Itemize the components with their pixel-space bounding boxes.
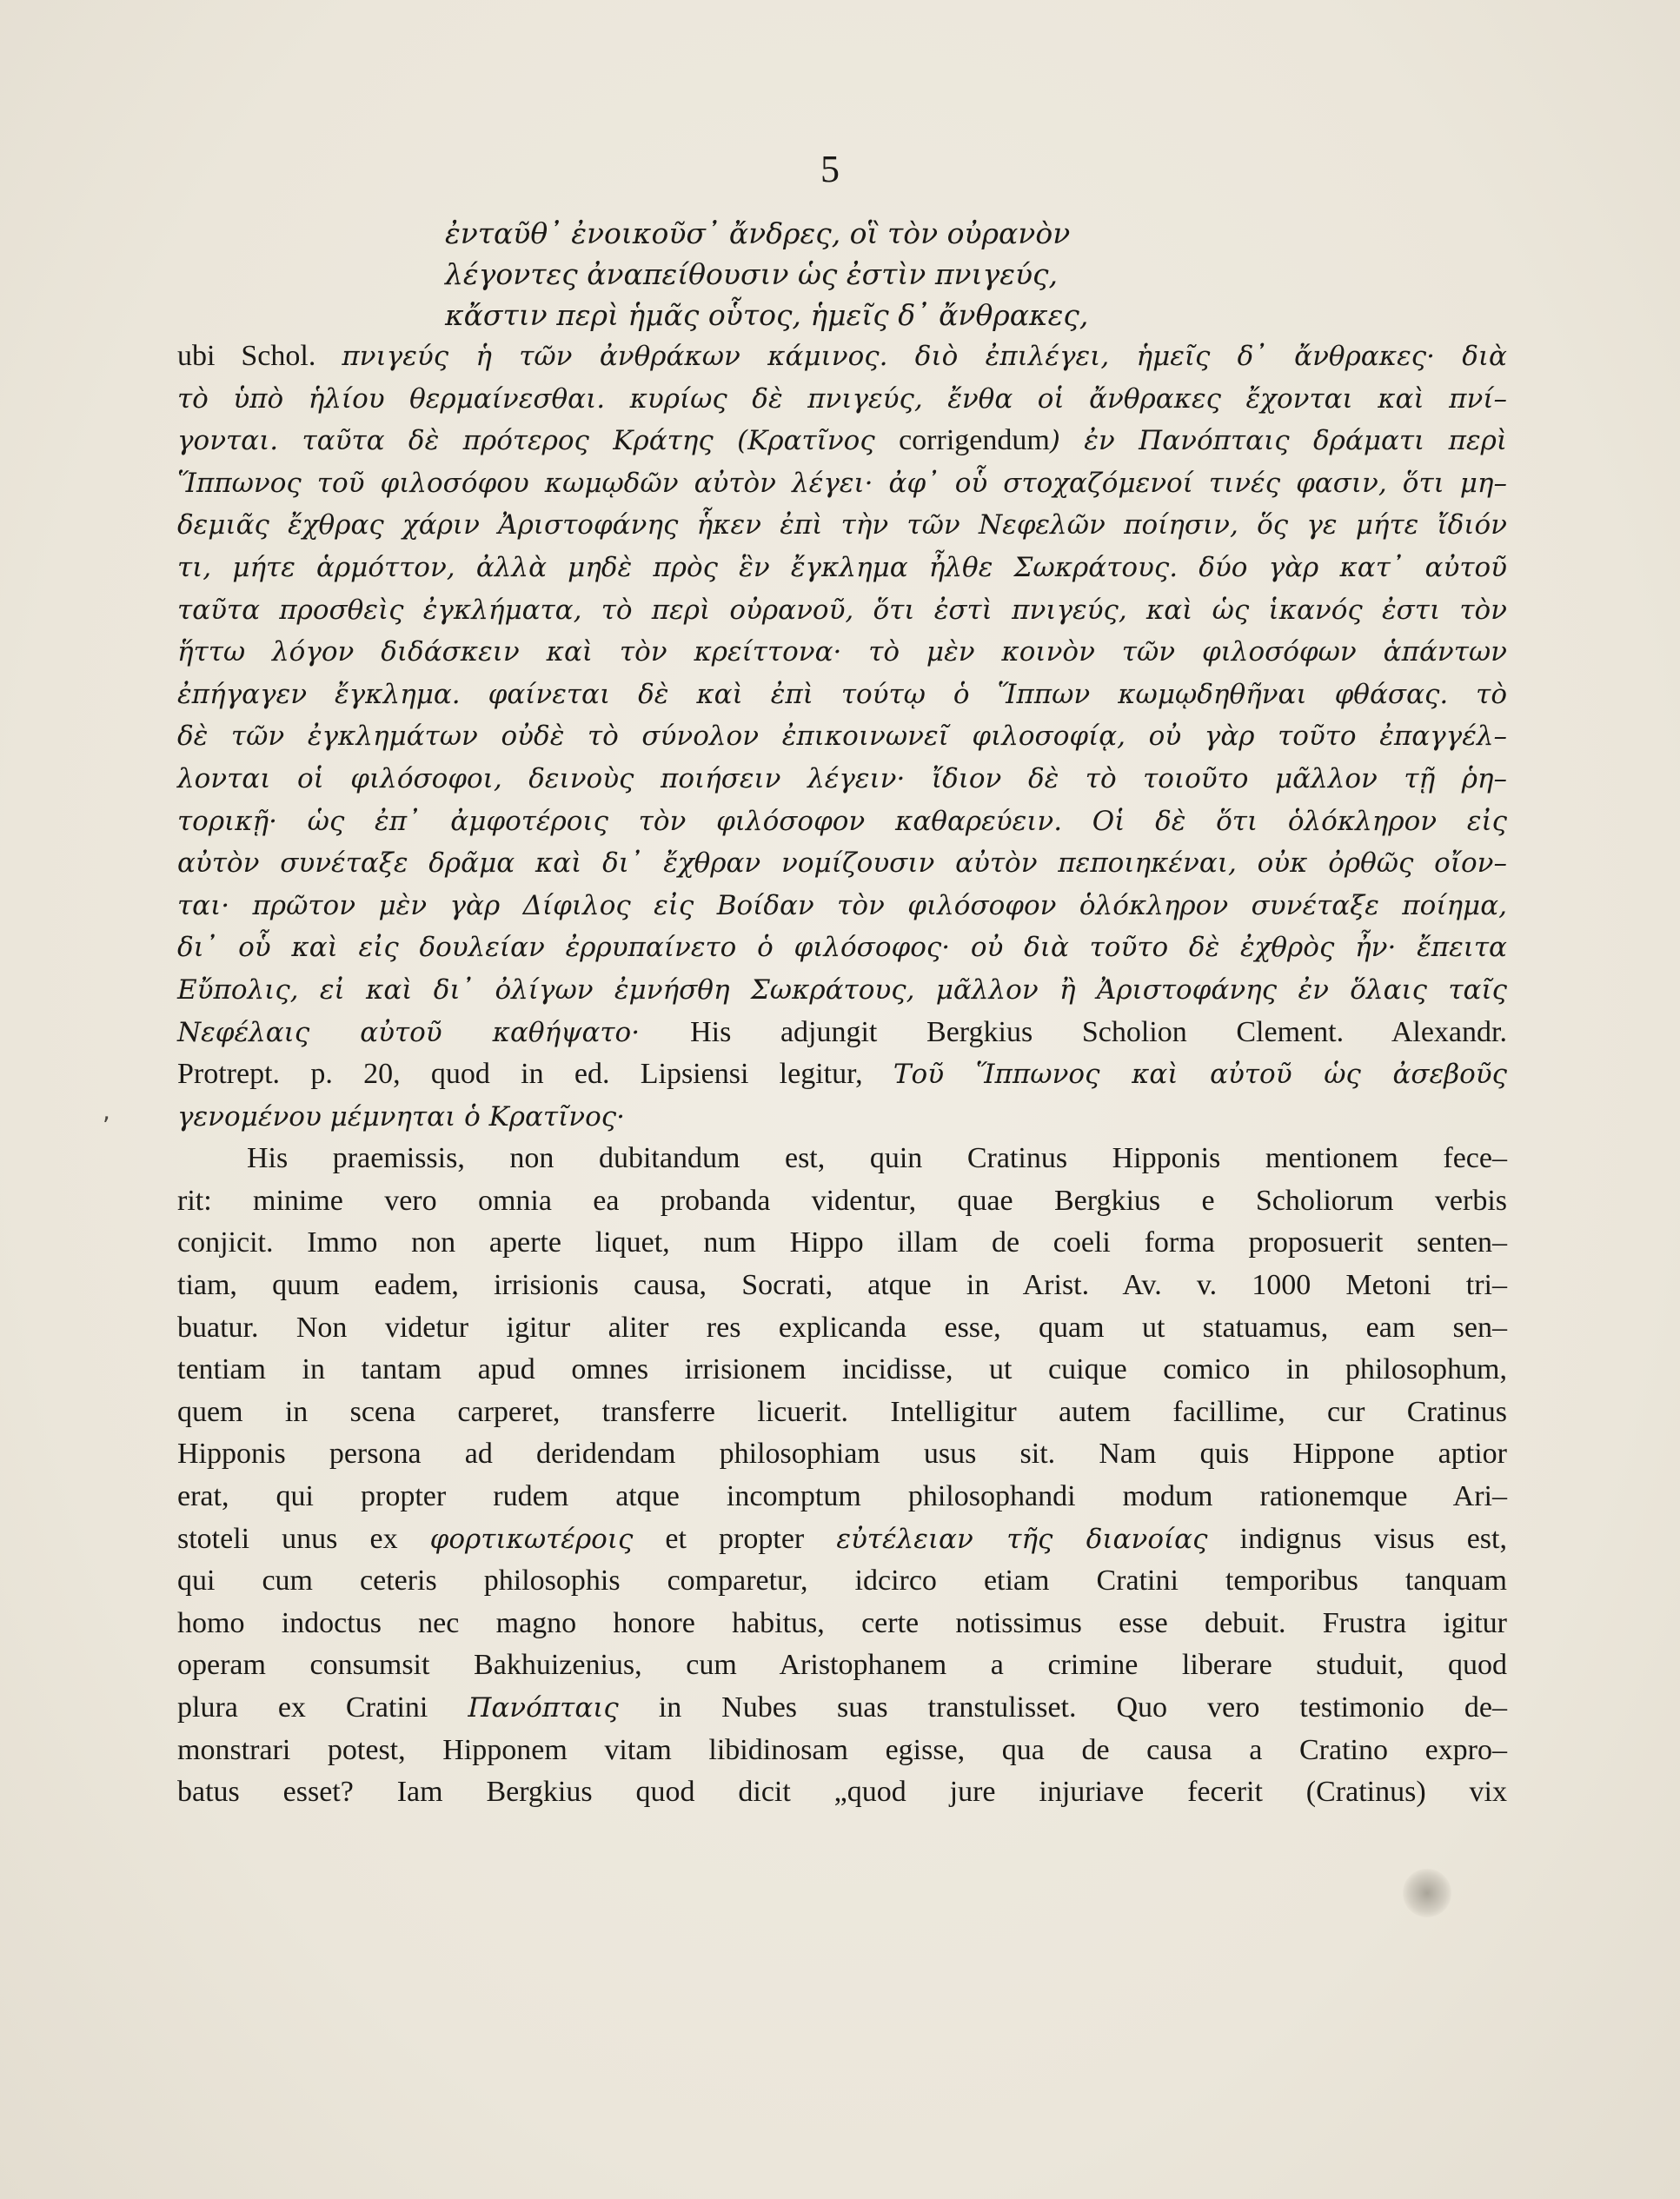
greek-text: Τοῦ Ἵππωνος καὶ αὐτοῦ ὡς ἀσεβοῦς bbox=[893, 1059, 1507, 1091]
greek-text: ταῦτα προσθεὶς ἐγκλήματα, τὸ περὶ οὐρανοῦ, ὅτι ἐστὶ πνιγεύς, καὶ ὡς ἱκανός ἐστι τὸν bbox=[177, 594, 1507, 626]
text-line bbox=[177, 1560, 1507, 1603]
latin-text: indignus visus est, bbox=[1207, 1522, 1507, 1555]
latin-text: quem in scena carperet, transferre licuerit. Intelligitur autem facillime, cur Cratinus bbox=[177, 1395, 1507, 1428]
text-line bbox=[177, 1518, 1507, 1561]
greek-text: δεμιᾶς ἔχθρας χάριν Ἀριστοφάνης ἧκεν ἐπὶ τὴν τῶν Νεφελῶν ποίησιν, ὅς γε μήτε ἴδιόν bbox=[177, 509, 1507, 541]
text-line bbox=[177, 420, 1507, 462]
text-line bbox=[177, 1687, 1507, 1730]
greek-text: λονται οἱ φιλόσοφοι, δεινοὺς ποιήσειν λέγειν· ἴδιον δὲ τὸ τοιοῦτο μᾶλλον τῇ ῥη– bbox=[177, 762, 1507, 794]
text-line bbox=[177, 969, 1507, 1012]
text-line bbox=[177, 842, 1507, 885]
latin-text: conjicit. Immo non aperte liquet, num Hippo illam de coeli forma proposuerit senten– bbox=[177, 1226, 1507, 1259]
text-line bbox=[177, 758, 1507, 801]
ink-smudge bbox=[1403, 1869, 1451, 1917]
text-line bbox=[177, 1307, 1507, 1350]
latin-text: erat, qui propter rudem atque incomptum philosophandi modum rationemque Ari– bbox=[177, 1480, 1507, 1513]
text-line bbox=[177, 378, 1507, 421]
latin-text: operam consumsit Bakhuizenius, cum Aristophanem a crimine liberare studuit, quod bbox=[177, 1649, 1507, 1682]
greek-text: πνιγεύς ἡ τῶν ἀνθράκων κάμινος. διὸ ἐπιλέγει, ἡμεῖς δ᾽ ἄνθρακες· διὰ bbox=[342, 341, 1507, 372]
latin-text: corrigendum bbox=[899, 424, 1050, 457]
text-line bbox=[177, 1138, 1507, 1180]
verse-quotation bbox=[445, 213, 1531, 335]
latin-text: monstrari potest, Hipponem vitam libidinosam egisse, qua de causa a Cratino expro– bbox=[177, 1733, 1507, 1766]
latin-text: buatur. Non videtur igitur aliter res explicanda esse, quam ut statuamus, eam sen– bbox=[177, 1311, 1507, 1344]
greek-text: Πανόπταις bbox=[468, 1692, 619, 1724]
text-line bbox=[177, 547, 1507, 589]
latin-text: Hipponis persona ad deridendam philosophiam usus sit. Nam quis Hippone aptior bbox=[177, 1438, 1507, 1471]
latin-text: et propter bbox=[633, 1522, 837, 1555]
greek-text: δι᾽ οὗ καὶ εἰς δουλείαν ἐρρυπαίνετο ὁ φιλόσοφος· οὐ διὰ τοῦτο δὲ ἐχθρὸς ἦν· ἔπειτα bbox=[177, 932, 1507, 964]
text-line bbox=[177, 1012, 1507, 1054]
verse-line: κἄστιν περὶ ἡμᾶς οὗτος, ἡμεῖς δ᾽ ἄνθρακες, bbox=[445, 298, 1089, 332]
latin-text: batus esset? Iam Bergkius quod dicit „quod jure injuriave fecerit (Cratinus) vix bbox=[177, 1776, 1507, 1809]
greek-text: Εὔπολις, εἰ καὶ δι᾽ ὀλίγων ἐμνήσθη Σωκράτους, μᾶλλον ἢ Ἀριστοφάνης ἐν ὅλαις ταῖς bbox=[177, 973, 1507, 1006]
latin-text: rit: minime vero omnia ea probanda videntur, quae Bergkius e Scholiorum verbis bbox=[177, 1184, 1507, 1217]
greek-text: γενομένου μέμνηται ὁ Κρατῖνος· bbox=[177, 1100, 625, 1133]
text-line bbox=[177, 1265, 1507, 1307]
latin-text: ubi Schol. bbox=[177, 340, 342, 372]
margin-mark: , bbox=[103, 1097, 110, 1126]
latin-text: plura ex Cratini bbox=[177, 1691, 468, 1724]
greek-text: ἥττω λόγον διδάσκειν καὶ τὸν κρείττονα· τὸ μὲν κοινὸν τῶν φιλοσόφων ἁπάντων bbox=[177, 636, 1507, 668]
text-line bbox=[177, 1433, 1507, 1476]
text-line bbox=[177, 335, 1507, 378]
latin-text: in Nubes suas transtulisset. Quo vero testimonio de– bbox=[618, 1691, 1507, 1724]
greek-text: ) ἐν Πανόπταις δράματι περὶ bbox=[1049, 425, 1507, 457]
text-line bbox=[177, 1476, 1507, 1518]
text-line bbox=[177, 631, 1507, 674]
greek-text: φορτικωτέροις bbox=[429, 1523, 634, 1555]
body-text bbox=[177, 335, 1507, 1814]
text-line bbox=[177, 927, 1507, 969]
text-line bbox=[177, 674, 1507, 716]
latin-text: qui cum ceteris philosophis comparetur, idcirco etiam Cratini temporibus tanquam bbox=[177, 1565, 1507, 1598]
greek-text: δὲ τῶν ἐγκλημάτων οὐδὲ τὸ σύνολον ἐπικοινωνεῖ φιλοσοφίᾳ, οὐ γὰρ τοῦτο ἐπαγγέλ– bbox=[177, 721, 1507, 753]
latin-text: stoteli unus ex bbox=[177, 1522, 430, 1555]
latin-text: homo indoctus nec magno honore habitus, certe notissimus esse debuit. Frustra igitur bbox=[177, 1606, 1507, 1639]
text-line bbox=[177, 885, 1507, 927]
greek-text: γονται. ταῦτα δὲ πρότερος Κράτης (Κρατῖνος bbox=[177, 425, 900, 457]
page-number: 5 bbox=[820, 148, 840, 190]
text-line bbox=[177, 1392, 1507, 1434]
text-line bbox=[177, 1730, 1507, 1772]
text-line bbox=[177, 1349, 1507, 1392]
text-line bbox=[177, 504, 1507, 547]
greek-text: αὐτὸν συνέταξε δρᾶμα καὶ δι᾽ ἔχθραν νομίζουσιν αὐτὸν πεποιηκέναι, οὐκ ὀρθῶς οἴον– bbox=[177, 847, 1507, 880]
latin-text: tentiam in tantam apud omnes irrisionem incidisse, ut cuique comico in philosophum, bbox=[177, 1353, 1507, 1386]
text-line bbox=[177, 1771, 1507, 1814]
greek-text: τορικῇ· ὡς ἐπ᾽ ἀμφοτέροις τὸν φιλόσοφον καθαρεύειν. Οἱ δὲ ὅτι ὁλόκληρον εἰς bbox=[177, 805, 1507, 837]
latin-text: His praemissis, non dubitandum est, quin Cratinus Hipponis mentionem fece– bbox=[247, 1142, 1507, 1175]
verse-line: ἐνταῦθ᾽ ἐνοικοῦσ᾽ ἄνδρες, οἳ τὸν οὐρανὸν bbox=[445, 216, 1071, 250]
text-line bbox=[177, 1603, 1507, 1645]
text-line bbox=[177, 589, 1507, 632]
text-line bbox=[177, 462, 1507, 505]
verse-line: λέγοντες ἀναπείθουσιν ὡς ἐστὶν πνιγεύς, bbox=[445, 257, 1059, 291]
text-line bbox=[177, 715, 1507, 758]
greek-text: εὐτέλειαν τῆς διανοίας bbox=[836, 1523, 1208, 1555]
latin-text: tiam, quum eadem, irrisionis causa, Socrati, atque in Arist. Av. v. 1000 Metoni tri– bbox=[177, 1269, 1507, 1302]
text-line bbox=[177, 801, 1507, 843]
text-line bbox=[177, 1053, 1507, 1096]
latin-text: Protrept. p. 20, quod in ed. Lipsiensi legitur, bbox=[177, 1058, 893, 1091]
text-line bbox=[177, 1180, 1507, 1223]
text-line bbox=[177, 1096, 1507, 1139]
greek-text: ἐπήγαγεν ἔγκλημα. φαίνεται δὲ καὶ ἐπὶ τούτῳ ὁ Ἵππων κωμῳδηθῆναι φθάσας. τὸ bbox=[177, 678, 1507, 710]
text-line bbox=[177, 1644, 1507, 1687]
greek-text: ται· πρῶτον μὲν γὰρ Δίφιλος εἰς Βοίδαν τὸν φιλόσοφον ὁλόκληρον συνέταξε ποίημα, bbox=[177, 889, 1507, 921]
latin-text: His adjungit Bergkius Scholion Clement. Alexandr. bbox=[690, 1015, 1507, 1048]
greek-text: Νεφέλαις αὐτοῦ καθήψατο· bbox=[177, 1016, 691, 1048]
greek-text: Ἵππωνος τοῦ φιλοσόφου κωμῳδῶν αὐτὸν λέγει· ἀφ᾽ οὗ στοχαζόμενοί τινές φασιν, ὅτι μη– bbox=[177, 467, 1507, 499]
greek-text: τὸ ὑπὸ ἡλίου θερμαίνεσθαι. κυρίως δὲ πνιγεύς, ἔνθα οἱ ἄνθρακες ἔχονται καὶ πνί– bbox=[177, 382, 1507, 415]
text-line bbox=[177, 1222, 1507, 1265]
greek-text: τι, μήτε ἁρμόττον, ἀλλὰ μηδὲ πρὸς ἓν ἔγκλημα ἦλθε Σωκράτους. δύο γὰρ κατ᾽ αὐτοῦ bbox=[177, 551, 1507, 583]
